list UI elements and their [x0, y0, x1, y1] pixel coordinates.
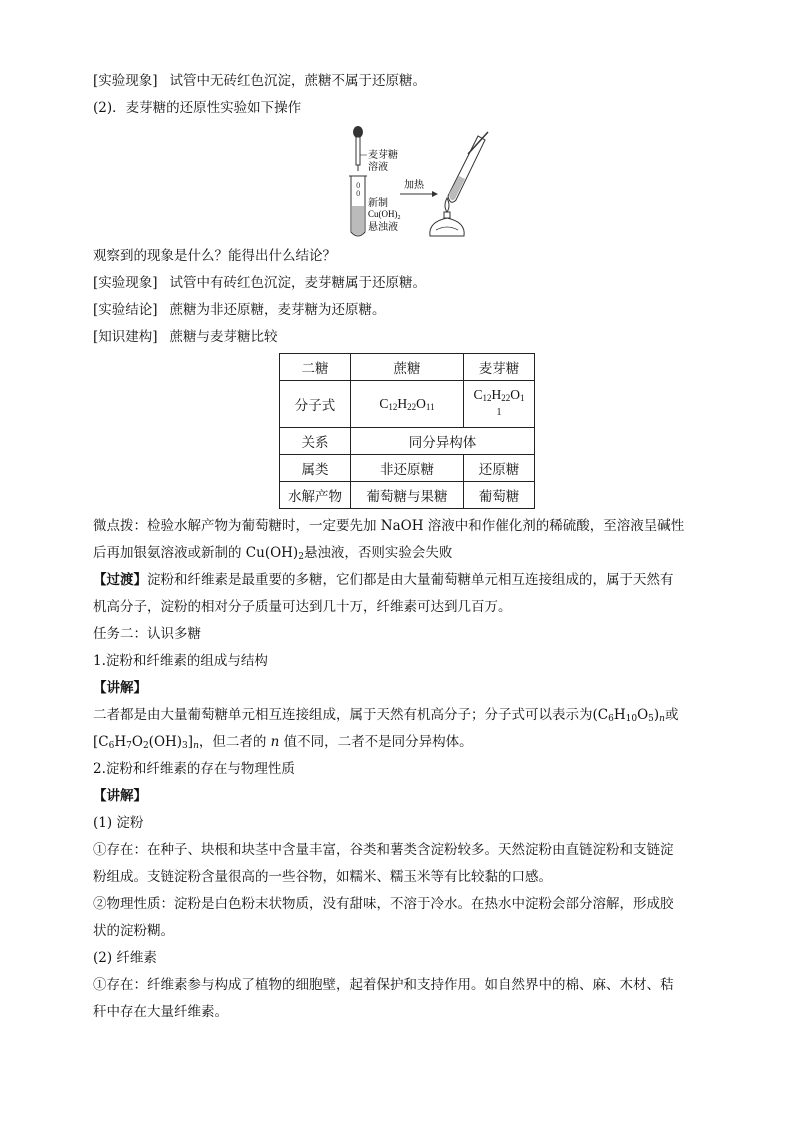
transition-line-2: 机高分子，淀粉的相对分子质量可达到几十万，纤维素可达到几百万。: [93, 599, 512, 615]
formula-text: [C: [93, 734, 109, 750]
formula-text: 值不同，二者不是同分异构体。: [279, 734, 473, 750]
sucrose-formula-cell: $C_{12}H_{22}O_{11}$: [351, 381, 464, 428]
observation-tag: [实验现象]: [93, 73, 158, 89]
test-tube-icon: [349, 176, 367, 236]
observation-tag-2: [实验现象]: [93, 275, 158, 291]
subscript: 2: [142, 741, 149, 751]
table-cell: 同分异构体: [351, 428, 535, 455]
label-solution: 溶液: [368, 162, 388, 173]
svg-text:0: 0: [356, 190, 361, 198]
table-cell: 葡萄糖与果糖: [351, 482, 464, 509]
formula-text: 二者都是由大量葡萄糖单元相互连接组成，属于天然有机高分子；分子式可以表示为(C: [93, 707, 609, 723]
section-heading-1: 1.淀粉和纤维素的组成与结构: [93, 653, 268, 669]
svg-text:0: 0: [356, 182, 361, 190]
conclusion-text: 蔗糖为非还原糖，麦芽糖为还原糖。: [169, 302, 386, 318]
formula-text: n: [270, 734, 280, 750]
conclusion-line: [93, 301, 386, 319]
tip-text-post: 悬浊液，否则实验会失败: [303, 545, 453, 561]
subscript: 6: [108, 741, 115, 751]
formula-text: H: [114, 734, 127, 750]
label-maltose: 麦芽糖: [368, 150, 398, 161]
heated-test-tube-icon: [448, 132, 488, 202]
observation-line-1: [93, 72, 426, 90]
formula-text: ): [653, 707, 660, 723]
disaccharide-comparison-table: [279, 353, 535, 509]
dropper-icon: [353, 126, 363, 171]
task-heading: 任务二：认识多糖: [93, 626, 201, 642]
table-header-cell: 二糖: [280, 354, 351, 381]
transition-text: 淀粉和纤维素是最重要的多糖，它们都是由大量葡萄糖单元相互连接组成的，属于天然有: [147, 572, 674, 588]
knowledge-tag: [知识建构]: [93, 329, 158, 345]
table-cell: 非还原糖: [351, 455, 464, 482]
transition-tag: 【过渡】: [93, 572, 147, 588]
maltose-formula-cell: $C_{12}H_{22}O_1$ 1: [464, 381, 535, 428]
experiment-illustration: [338, 124, 490, 240]
tip-text-pre: 后再加银氨溶液或新制的 Cu(OH): [93, 545, 299, 561]
table-cell: 还原糖: [464, 455, 535, 482]
arrow-head-icon: [432, 191, 438, 197]
subscript: 10: [625, 714, 638, 724]
table-row: [280, 428, 535, 455]
table-header-cell: 麦芽糖: [464, 354, 535, 381]
formula-text: H: [613, 707, 626, 723]
formula-text: O: [131, 734, 143, 750]
table-row: [280, 381, 535, 428]
table-row: [280, 354, 535, 381]
formula-text: 或: [664, 707, 679, 723]
subscript: n: [659, 714, 665, 724]
starch-property-2: 状的淀粉糊。: [93, 923, 174, 939]
subscript: 7: [126, 741, 132, 751]
observation-text: 试管中无砖红色沉淀，蔗糖不属于还原糖。: [169, 73, 427, 89]
formula-line-2: [93, 733, 473, 751]
maltose-experiment-heading: (2)．麦芽糖的还原性实验如下操作: [93, 100, 302, 116]
table-cell: 关系: [280, 428, 351, 455]
knowledge-text: 蔗糖与麦芽糖比较: [169, 329, 278, 345]
cellulose-existence-1: ①存在：纤维素参与构成了植物的细胞壁，起着保护和支持作用。如自然界中的棉、麻、木材、秸: [93, 977, 674, 993]
formula-text: ，但二者的: [198, 734, 271, 750]
section-heading-2: 2.淀粉和纤维素的存在与物理性质: [93, 761, 295, 777]
formula-text: O: [637, 707, 649, 723]
starch-existence-1: ①存在：在种子、块根和块茎中含量丰富，谷类和薯类含淀粉较多。天然淀粉由直链淀粉和支链淀: [93, 842, 674, 858]
subscript: 2: [298, 552, 304, 562]
tip-line-2: [93, 544, 452, 562]
tip-line-1: 微点拨：检验水解产物为葡萄糖时，一定要先加 NaOH 溶液中和作催化剂的稀硫酸，至溶液呈碱性: [93, 518, 685, 534]
knowledge-line: [93, 328, 278, 346]
observation-text-2: 试管中有砖红色沉淀，麦芽糖属于还原糖。: [169, 275, 427, 291]
label-heat: 加热: [404, 180, 424, 191]
subscript: 3: [182, 741, 188, 751]
table-cell: 属类: [280, 455, 351, 482]
cellulose-heading: (2) 纤维素: [93, 950, 157, 966]
starch-heading: (1) 淀粉: [93, 815, 144, 831]
explain-tag-2: 【讲解】: [93, 788, 147, 804]
table-header-cell: 蔗糖: [351, 354, 464, 381]
table-cell: 葡萄糖: [464, 482, 535, 509]
label-cuoh: $Cu(OH)_2$: [368, 209, 401, 221]
explain-tag-1: 【讲解】: [93, 680, 147, 696]
table-row: [280, 455, 535, 482]
starch-property-1: ②物理性质：淀粉是白色粉末状物质，没有甜味，不溶于冷水。在热水中淀粉会部分溶解，形成胶: [93, 896, 674, 912]
subscript: n: [193, 741, 199, 751]
formula-text: (OH): [148, 734, 183, 750]
transition-line-1: [93, 571, 674, 589]
table-cell: 分子式: [280, 381, 351, 428]
table-row: [280, 482, 535, 509]
formula-text: ]: [187, 734, 194, 750]
alcohol-lamp-icon: [430, 198, 464, 236]
cellulose-existence-2: 秆中存在大量纤维素。: [93, 1004, 228, 1020]
table-cell: 水解产物: [280, 482, 351, 509]
subscript: 6: [608, 714, 614, 724]
label-suspension: 悬浊液: [368, 222, 398, 233]
question-line: 观察到的现象是什么？能得出什么结论？: [93, 248, 336, 264]
starch-existence-2: 粉组成。支链淀粉含量很高的一些谷物，如糯米、糯玉米等有比较黏的口感。: [93, 869, 552, 885]
formula-line-1: [93, 706, 678, 724]
subscript: 5: [648, 714, 654, 724]
observation-line-2: [93, 274, 426, 292]
conclusion-tag: [实验结论]: [93, 302, 158, 318]
label-new: 新制: [368, 198, 388, 209]
